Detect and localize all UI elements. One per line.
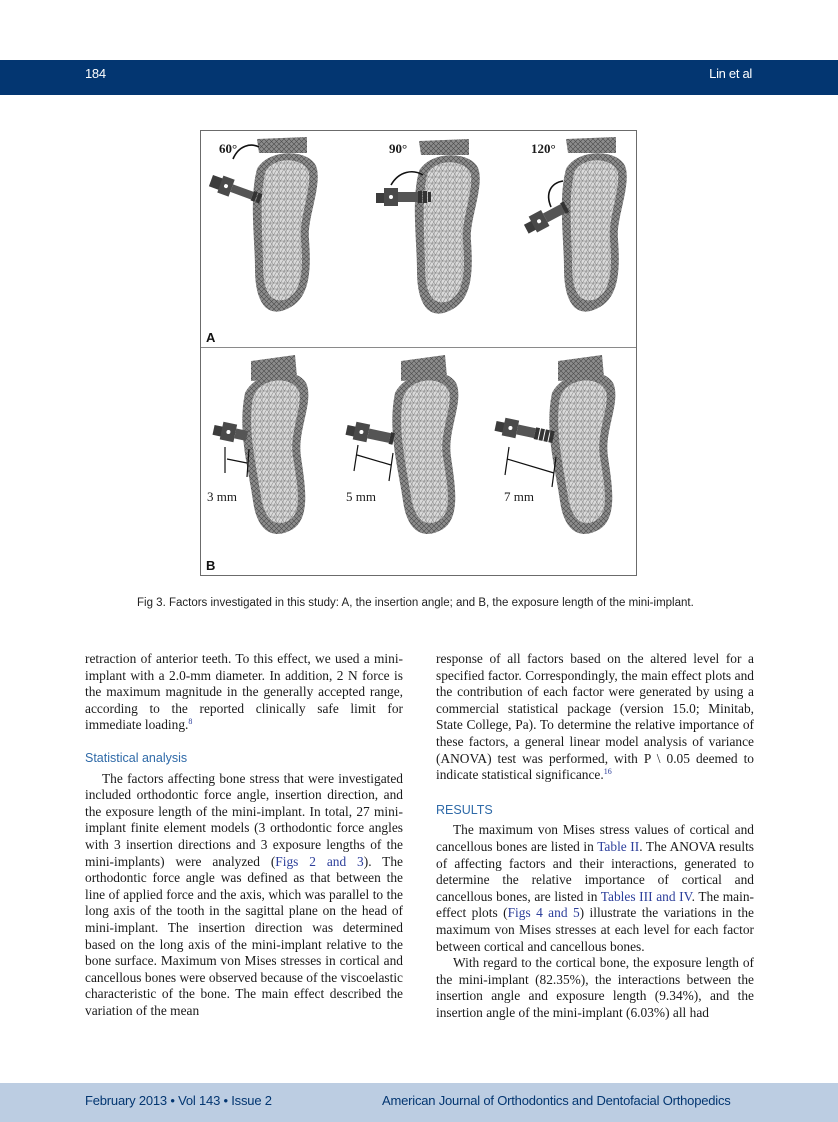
exposure-length-illustration bbox=[201, 349, 636, 575]
running-head-authors: Lin et al bbox=[709, 66, 752, 81]
paragraph: With regard to the cortical bone, the exposure length of the mini-implant (82.35%), the interactions between the insertion angle and exposure length (9.34%), and the insertion angle of the mini-implant (6.03%) all had bbox=[436, 955, 754, 1020]
insertion-angle-illustration bbox=[201, 131, 636, 348]
bone-model-3mm bbox=[242, 355, 308, 534]
measure-5mm bbox=[354, 445, 393, 481]
figure-caption: Fig 3. Factors investigated in this study: A, the insertion angle; and B, the exposure length of the mini-implant. bbox=[137, 597, 694, 609]
length-label-5mm: 5 mm bbox=[346, 489, 376, 504]
paragraph: The maximum von Mises stress values of cortical and cancellous bones are listed in Table II. The ANOVA results of affecting factors and their interactions, generated to determine the relative importance of cortical and cancellous bones, are listed in Tables III and IV. The main-effect plots (Figs 4 and 5) illustrate the variations in the maximum von Mises stresses at each level for each factor between cortical and cancellous bones. bbox=[436, 822, 755, 954]
section-heading-results: RESULTS bbox=[436, 802, 493, 817]
paragraph: retraction of anterior teeth. To this effect, we used a mini-implant with a 2.0-mm diameter. In addition, 2 N force is the maximum magnitude in the generally accepted range, according to the reported clinically safe limit for immediate loading.$^8$ bbox=[85, 651, 403, 733]
journal-name: American Journal of Orthodontics and Dentofacial Orthopedics bbox=[382, 1093, 731, 1108]
bone-model-7mm bbox=[549, 355, 615, 534]
angle-label-90: 90° bbox=[389, 141, 408, 156]
panel-a-letter: A bbox=[206, 330, 216, 345]
left-column bbox=[85, 651, 403, 1019]
running-header bbox=[0, 60, 838, 95]
panel-b-letter: B bbox=[206, 558, 216, 573]
reference-link[interactable]: 16 bbox=[603, 767, 612, 777]
bone-model-5mm bbox=[392, 355, 458, 534]
section-heading-statistical-analysis: Statistical analysis bbox=[85, 750, 188, 765]
angle-label-60: 60° bbox=[219, 141, 238, 156]
table-link[interactable]: Tables III and IV bbox=[600, 888, 692, 904]
figure-panel-a bbox=[201, 131, 636, 348]
length-label-3mm: 3 mm bbox=[207, 489, 237, 504]
length-label-7mm: 7 mm bbox=[504, 489, 534, 504]
paragraph: The factors affecting bone stress that were investigated included orthodontic force angle, insertion direction, and the exposure length of the mini-implant. In total, 27 mini-implant finite element models (3 orthodontic force angles with 3 insertion directions and 3 exposure lengths of the mini-implants) were analyzed (Figs 2 and 3). The orthodontic force angle was defined as that between the line of applied force and the axis, which was parallel to the long axis of the tooth in the sagittal plane on the head of mini-implant. The insertion direction was determined based on the long axis of the mini-implant relative to the bone surface. Maximum von Mises stresses in cortical and cancellous bones were observed because of the viscoelastic characteristic of the bone. The main effect described the variation of the mean bbox=[85, 770, 403, 1018]
bone-model-60 bbox=[253, 137, 318, 312]
bone-model-90 bbox=[415, 139, 480, 314]
issue-info: February 2013 • Vol 143 • Issue 2 bbox=[85, 1093, 272, 1108]
running-footer bbox=[0, 1083, 838, 1122]
measure-7mm bbox=[505, 447, 556, 487]
figure-panel-b bbox=[201, 349, 636, 575]
figure-link[interactable]: Figs 2 and 3 bbox=[275, 853, 364, 869]
bone-model-120 bbox=[562, 137, 627, 312]
figure-link[interactable]: Figs 4 and 5 bbox=[507, 905, 580, 921]
paragraph: response of all factors based on the altered level for a specified factor. Correspondingly, the main effect plots and the contribution of each factor were generated by using a commercial statistical package (version 15.0; Minitab, State College, Pa). To determine the relative importance of these factors, a general linear model analysis of variance (ANOVA) test was performed, with P \ 0.05 deemed to indicate statistical significance.$^{16}$ bbox=[436, 651, 754, 783]
mini-implant-7mm bbox=[494, 416, 555, 446]
table-link[interactable]: Table II bbox=[597, 838, 640, 854]
figure-3 bbox=[200, 130, 637, 576]
page-number: 184 bbox=[85, 66, 106, 81]
angle-label-120: 120° bbox=[531, 141, 556, 156]
right-column bbox=[436, 651, 754, 1021]
mini-implant-5mm bbox=[345, 420, 396, 448]
reference-link[interactable]: 8 bbox=[188, 717, 193, 727]
